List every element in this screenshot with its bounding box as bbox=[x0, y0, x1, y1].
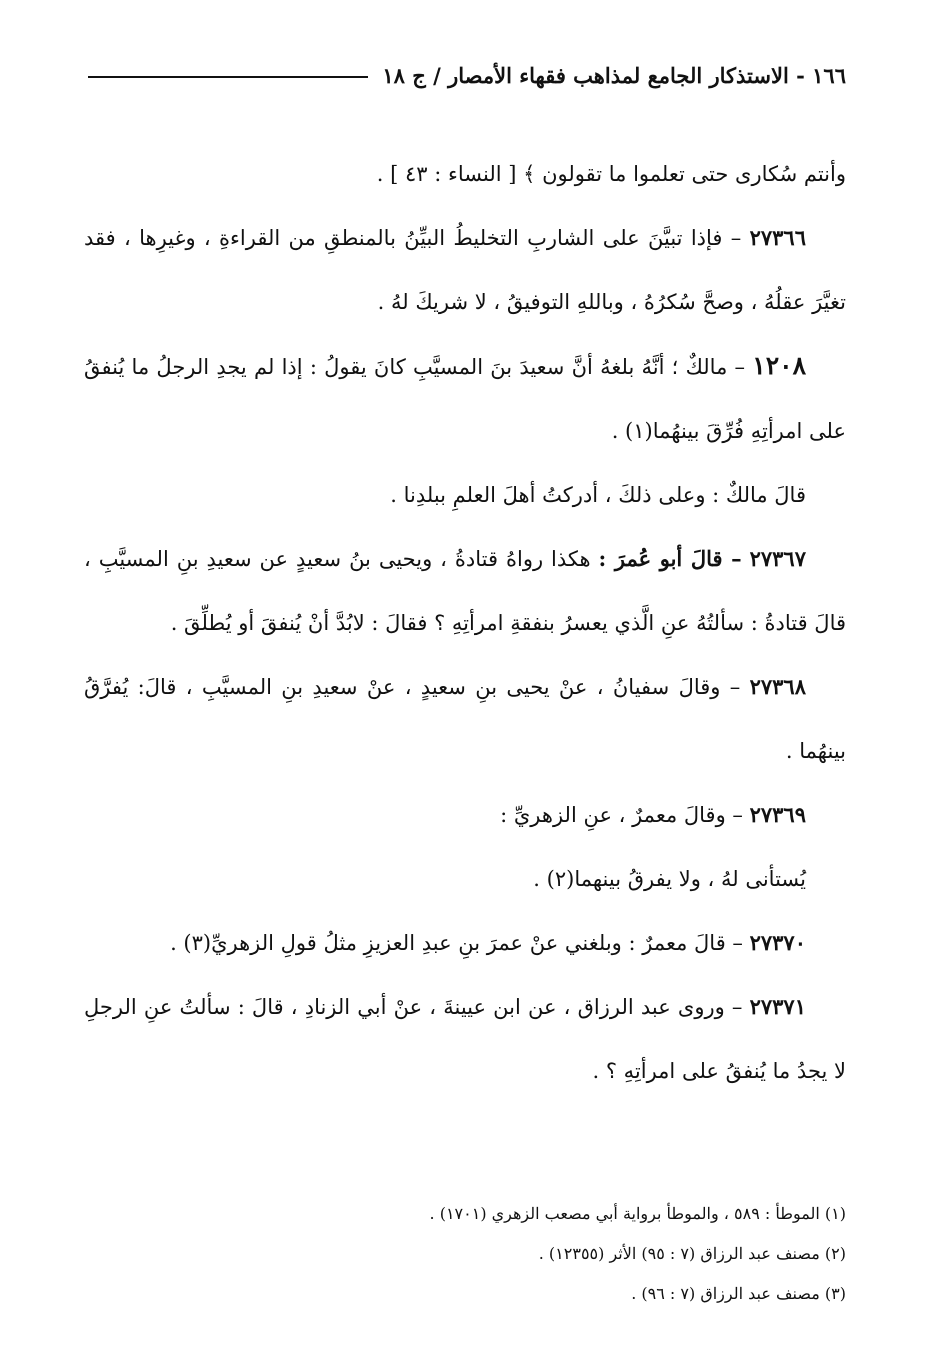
paragraph-text: – وقالَ معمرٌ ، عنِ الزهريِّ : bbox=[500, 803, 743, 827]
page-header bbox=[88, 58, 846, 92]
paragraph-27370 bbox=[84, 911, 846, 975]
speaker-label: – قالَ أبو عُمرَ : bbox=[598, 546, 742, 571]
paragraph-text: – قالَ معمرٌ : وبلغني عنْ عمرَ بنِ عبدِ العزيزِ مثلُ قولِ الزهريِّ(٣) . bbox=[170, 931, 743, 955]
footnote-2: (٢) مصنف عبد الرزاق (٧ : ٩٥) الأثر (١٢٣٥٥) . bbox=[538, 1244, 846, 1263]
paragraph-number: ٢٧٣٦٧ bbox=[749, 546, 806, 571]
paragraph-quran-verse-end: وأنتم سُكارى حتى تعلموا ما تقولون ﴾ [ النساء : ٤٣ ] . bbox=[376, 162, 846, 186]
paragraph-27366 bbox=[84, 206, 846, 334]
paragraph-zuhri-saying: يُستأنى لهُ ، ولا يفرقُ بينهما(٢) . bbox=[533, 867, 806, 891]
running-title: ١٦٦ - الاستذكار الجامع لمذاهب فقهاء الأمصار / ج ١٨ bbox=[382, 62, 846, 88]
main-text bbox=[84, 142, 846, 1103]
paragraph-text: – وقالَ سفيانُ ، عنْ يحيى بنِ سعيدٍ ، عنْ سعيدِ بنِ المسيَّبِ ، قالَ: يُفرَّقُ بينهُما . bbox=[84, 675, 846, 763]
header-rule bbox=[88, 76, 368, 78]
footnote-1: (١) الموطأ : ٥٨٩ ، والموطأ برواية أبي مصعب الزهري (١٧٠١) . bbox=[429, 1204, 846, 1223]
paragraph-hadith-1208 bbox=[84, 334, 846, 463]
footnotes bbox=[84, 1194, 846, 1314]
paragraph-malik-saying: قالَ مالكٌ : وعلى ذلكَ ، أدركتُ أهلَ العلمِ ببلدِنا . bbox=[390, 483, 806, 507]
paragraph-number: ٢٧٣٧١ bbox=[749, 994, 806, 1019]
paragraph-text: – فإذا تبيَّنَ على الشاربِ التخليطُ البيِّنُ بالمنطقِ من القراءةِ ، وغيرِها ، فقد تغيَّرَ عقلُهُ ، وصحَّ سُكرُهُ ، وباللهِ التوفيقُ ، لا شريكَ لهُ . bbox=[84, 226, 846, 314]
paragraph-text: – وروى عبد الرزاق ، عن ابن عيينةَ ، عنْ أبي الزنادِ ، قالَ : سألتُ عنِ الرجلِ لا يجدُ ما يُنفقُ على امرأتِهِ ؟ . bbox=[84, 995, 846, 1083]
paragraph-number: ٢٧٣٦٨ bbox=[749, 674, 806, 699]
hadith-number: ١٢٠٨ bbox=[752, 351, 806, 380]
paragraph-27367 bbox=[84, 527, 846, 655]
paragraph-27368 bbox=[84, 655, 846, 783]
paragraph-27369 bbox=[84, 783, 846, 847]
paragraph-number: ٢٧٣٦٦ bbox=[749, 225, 806, 250]
paragraph-number: ٢٧٣٧٠ bbox=[749, 930, 806, 955]
paragraph-text: – مالكٌ ؛ أنَّهُ بلغهُ أنَّ سعيدَ بنَ المسيَّبِ كانَ يقولُ : إذا لم يجدِ الرجلُ ما يُنفقُ على امرأتِهِ فُرِّقَ بينهُما(١) . bbox=[84, 355, 846, 443]
footnote-3: (٣) مصنف عبد الرزاق (٧ : ٩٦) . bbox=[631, 1284, 846, 1303]
paragraph-number: ٢٧٣٦٩ bbox=[749, 802, 806, 827]
paragraph-text: هكذا رواهُ قتادةُ ، ويحيى بنُ سعيدٍ عن سعيدِ بنِ المسيَّبِ ، قالَ قتادةُ : سألتُهُ عنِ الَّذي يعسرُ بنفقةِ امرأتِهِ ؟ فقالَ : لابُدَّ أنْ يُنفقَ أو يُطلِّقَ . bbox=[84, 547, 846, 635]
paragraph-27371 bbox=[84, 975, 846, 1103]
